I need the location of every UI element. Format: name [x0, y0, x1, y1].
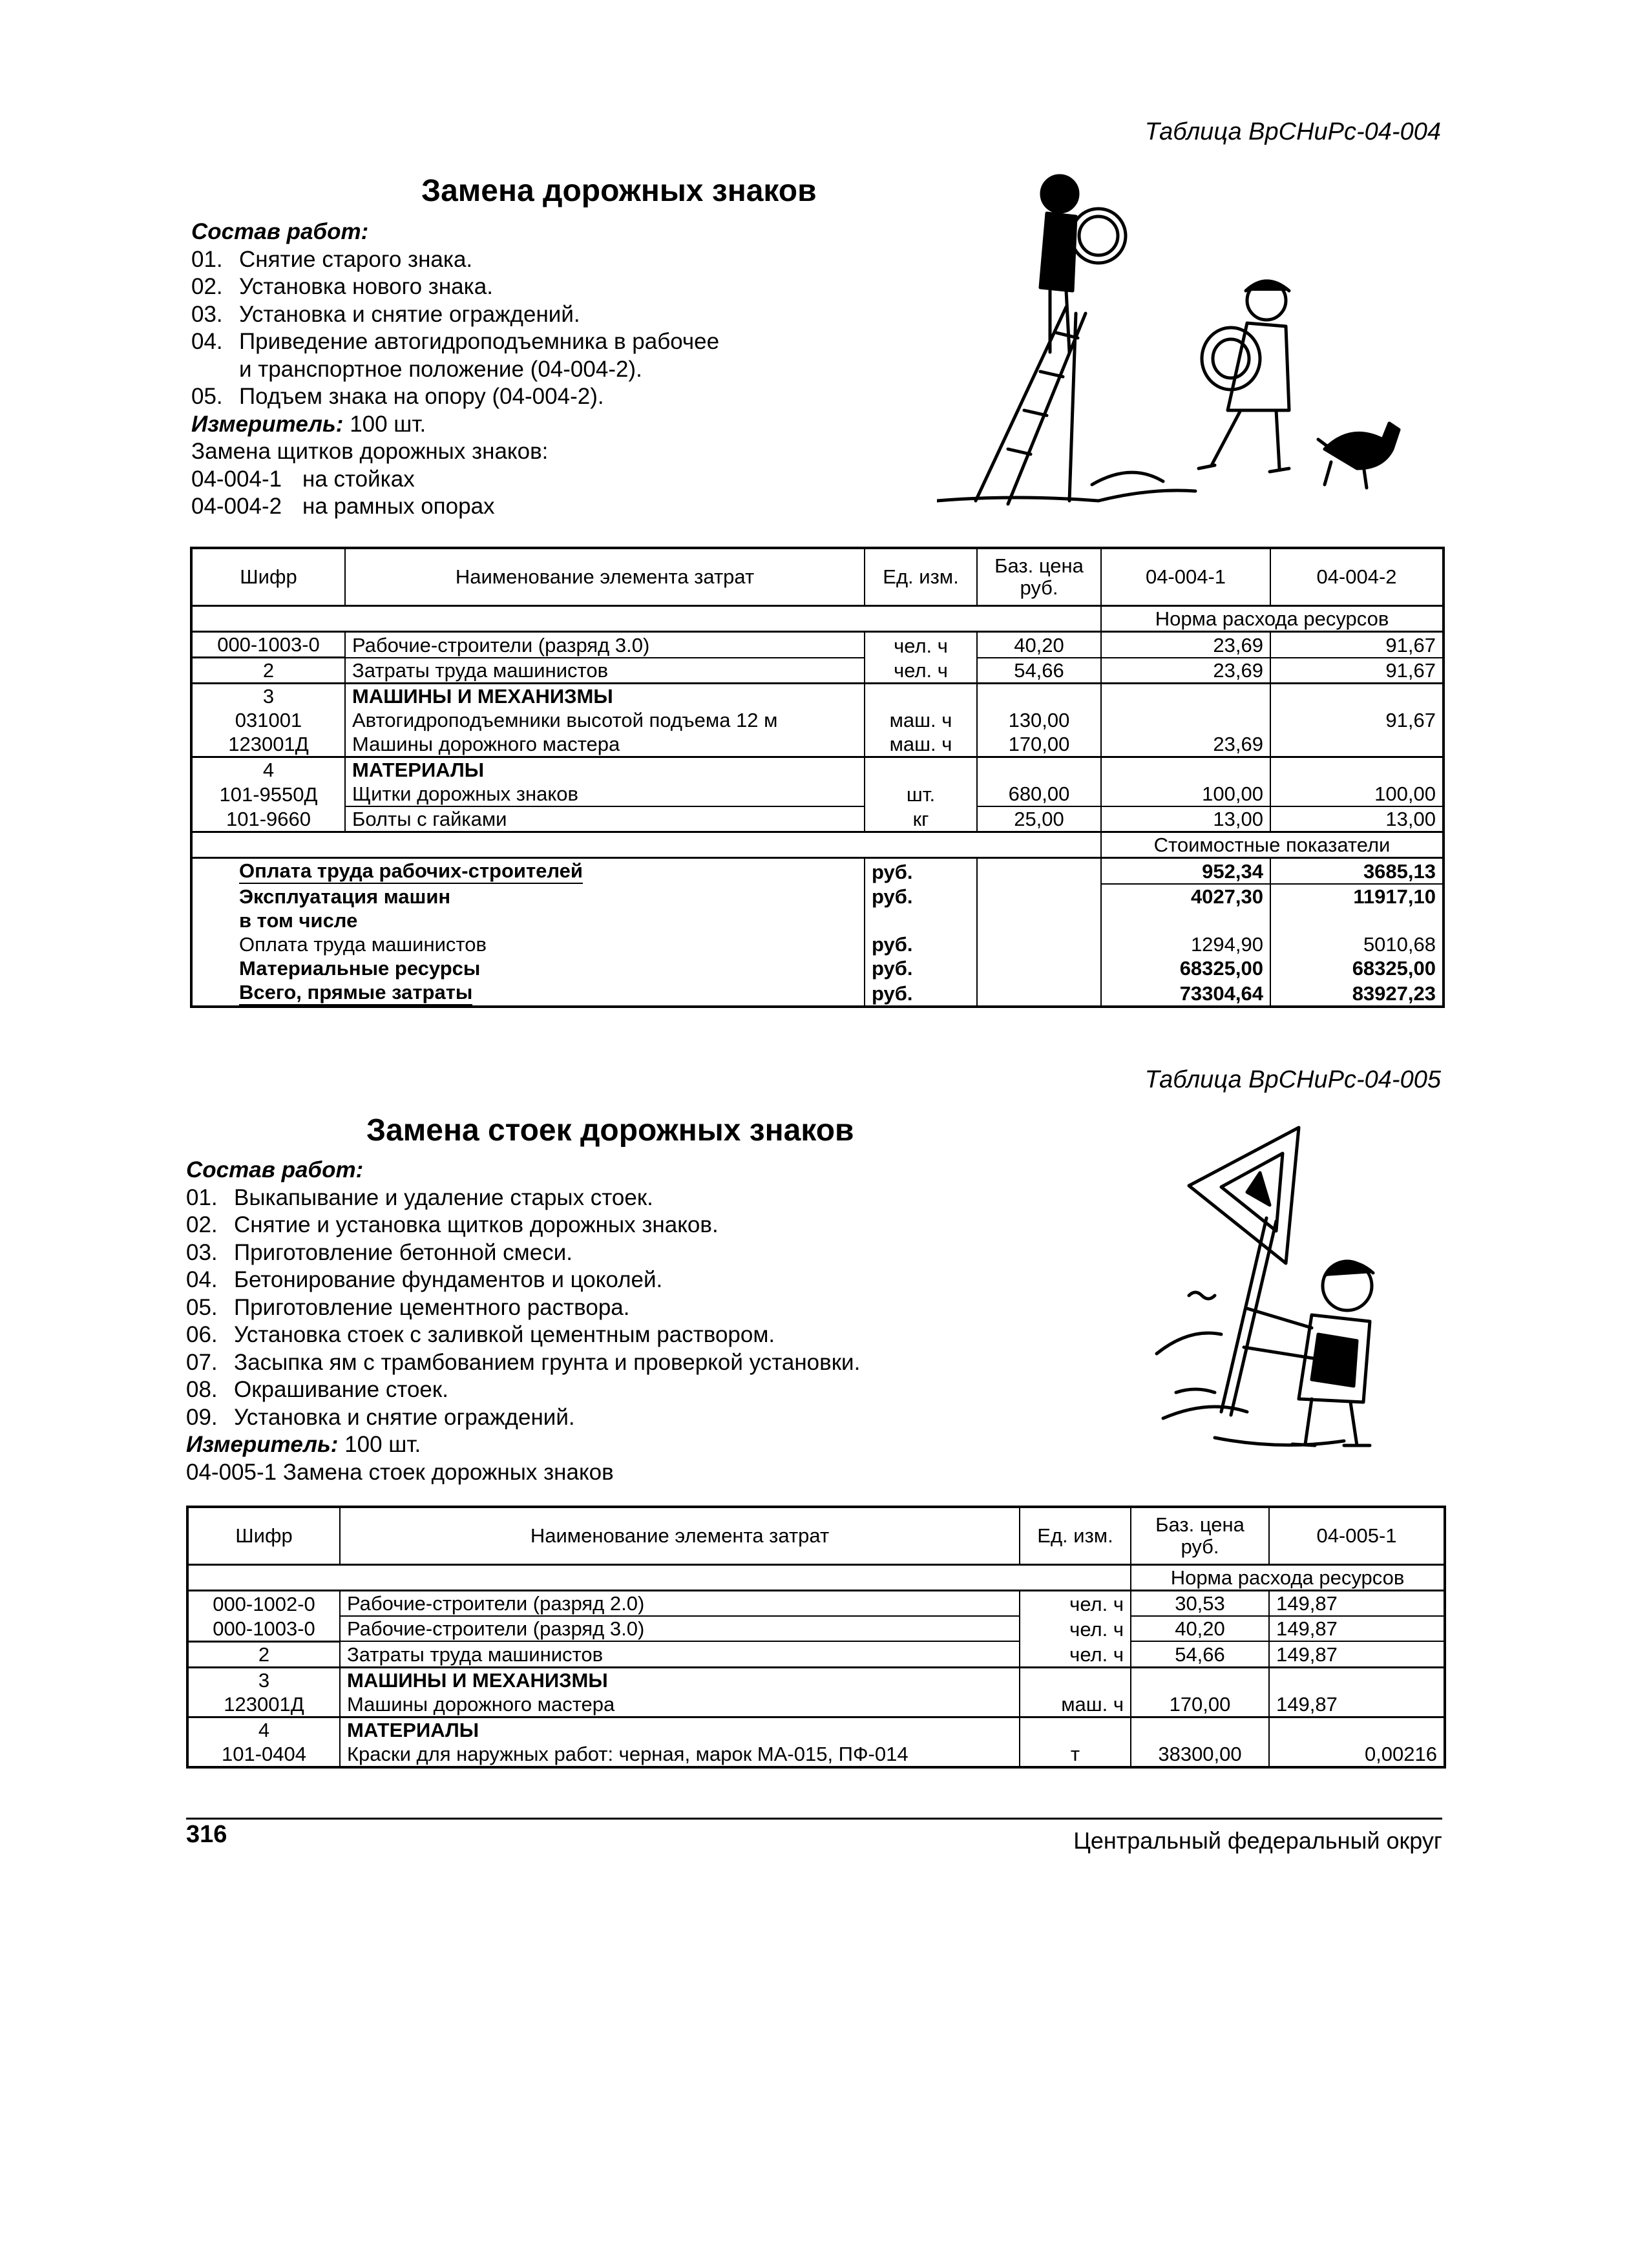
section-title: Замена дорожных знаков [421, 174, 817, 208]
col-header: Ед. изм. [865, 548, 977, 606]
col-header: Наименование элемента затрат [345, 548, 865, 606]
worker-sign-illustration [937, 165, 1441, 514]
table-row: 123001Д Машины дорожного мастера маш. ч 170,00 23,69 [191, 732, 1444, 757]
work-description [186, 1157, 860, 1486]
variant-line: 04-004-2 на рамных опорах [191, 494, 495, 519]
cost-row: Всего, прямые затраты руб. 73304,64 83927,23 [191, 980, 1444, 1007]
table-row: 031001 Автогидроподъемники высотой подъема 12 м маш. ч 130,00 91,67 [191, 708, 1444, 732]
work-header: Состав работ: [191, 219, 369, 244]
measure-line: Измеритель: 100 шт. [186, 1432, 421, 1457]
norm-section-header: Норма расхода ресурсов [1101, 606, 1444, 632]
work-item: 06. Установка стоек с заливкой цементным раствором. [186, 1322, 775, 1347]
work-item: 05. Приготовление цементного раствора. [186, 1294, 630, 1320]
work-item: 03. Приготовление бетонной смеси. [186, 1239, 572, 1265]
work-header: Состав работ: [186, 1157, 364, 1182]
table-row: 3 МАШИНЫ И МЕХАНИЗМЫ [191, 684, 1444, 709]
table-row: 123001Д Машины дорожного мастера маш. ч 170,00 149,87 [187, 1692, 1445, 1717]
work-item: 05. Подъем знака на опору (04-004-2). [191, 384, 604, 409]
work-item: 04. Приведение автогидроподъемника в рабочее [191, 329, 720, 354]
table-label: Таблица ВрСНиРс-04-005 [1144, 1066, 1441, 1093]
section-title: Замена стоек дорожных знаков [366, 1113, 854, 1148]
cost-row: Эксплуатация машин руб. 4027,30 11917,10 [191, 884, 1444, 908]
table-row: 101-0404 Краски для наружных работ: черная, марок МА-015, ПФ-014 т 38300,00 0,00216 [187, 1742, 1445, 1767]
table-row: 4 МАТЕРИАЛЫ [187, 1717, 1445, 1742]
table-row: 101-9550Д Щитки дорожных знаков шт. 680,00 100,00 100,00 [191, 782, 1444, 806]
work-description [191, 218, 719, 521]
table-row: 000-1003-0 Рабочие-строители (разряд 3.0) чел. ч 40,20 23,69 91,67 [191, 632, 1444, 658]
col-header: Шифр [240, 565, 297, 588]
cost-row: Оплата труда машинистов руб. 1294,90 5010,68 [191, 932, 1444, 956]
cost-row: Материальные ресурсы руб. 68325,00 68325,00 [191, 956, 1444, 980]
norm-section-header: Норма расхода ресурсов [1131, 1565, 1445, 1591]
footer-divider [186, 1818, 1442, 1820]
work-item-continuation: и транспортное положение (04-004-2). [239, 356, 642, 382]
worker-triangle-sign-illustration [1150, 1115, 1447, 1476]
work-item: 02. Установка нового знака. [191, 274, 493, 299]
col-header: Наименование элемента затрат [340, 1507, 1020, 1565]
table-row: 000-1003-0 Рабочие-строители (разряд 3.0) чел. ч 40,20 149,87 [187, 1616, 1445, 1641]
variant-line: 04-004-1 на стойках [191, 466, 415, 492]
table-row: 2 Затраты труда машинистов чел. ч 54,66 23,69 91,67 [191, 658, 1444, 684]
table-row: 000-1002-0 Рабочие-строители (разряд 2.0) чел. ч 30,53 149,87 [187, 1591, 1445, 1617]
work-item: 03. Установка и снятие ограждений. [191, 301, 580, 327]
cost-row: в том числе [191, 908, 1444, 932]
work-item: 01. Снятие старого знака. [191, 246, 473, 272]
work-item: 02. Снятие и установка щитков дорожных знаков. [186, 1212, 719, 1237]
col-header: 04-004-1 [1101, 548, 1270, 606]
work-item: 09. Установка и снятие ограждений. [186, 1404, 575, 1430]
table-row: 2 Затраты труда машинистов чел. ч 54,66 149,87 [187, 1641, 1445, 1667]
footer-region: Центральный федеральный округ [1073, 1827, 1442, 1854]
work-item: 07. Засыпка ям с трамбованием грунта и проверкой установки. [186, 1349, 861, 1375]
work-item: 04. Бетонирование фундаментов и цоколей. [186, 1267, 663, 1292]
col-header: Баз. цена руб. [977, 548, 1101, 606]
table-row: 3 МАШИНЫ И МЕХАНИЗМЫ [187, 1667, 1445, 1692]
col-header: Ед. изм. [1020, 1507, 1131, 1565]
work-item: 08. Окрашивание стоек. [186, 1377, 448, 1402]
col-header: 04-004-2 [1270, 548, 1444, 606]
cost-row: Оплата труда рабочих-строителей руб. 952,34 3685,13 [191, 858, 1444, 885]
col-header: Баз. цена руб. [1131, 1507, 1269, 1565]
table-row: 4 МАТЕРИАЛЫ [191, 757, 1444, 782]
table-label: Таблица ВрСНиРс-04-004 [1144, 118, 1441, 145]
variant-line: 04-005-1 Замена стоек дорожных знаков [186, 1459, 614, 1485]
resource-norm-table [190, 547, 1445, 1008]
measure-line: Измеритель: 100 шт. [191, 411, 426, 437]
col-header: Шифр [235, 1524, 293, 1547]
page-number: 316 [186, 1821, 227, 1848]
cost-section-header: Стоимостные показатели [1101, 832, 1444, 858]
resource-norm-table [186, 1506, 1446, 1769]
table-row: 101-9660 Болты с гайками кг 25,00 13,00 13,00 [191, 806, 1444, 832]
work-item: 01. Выкапывание и удаление старых стоек. [186, 1184, 653, 1210]
col-header: 04-005-1 [1269, 1507, 1445, 1565]
replacement-line: Замена щитков дорожных знаков: [191, 439, 549, 464]
